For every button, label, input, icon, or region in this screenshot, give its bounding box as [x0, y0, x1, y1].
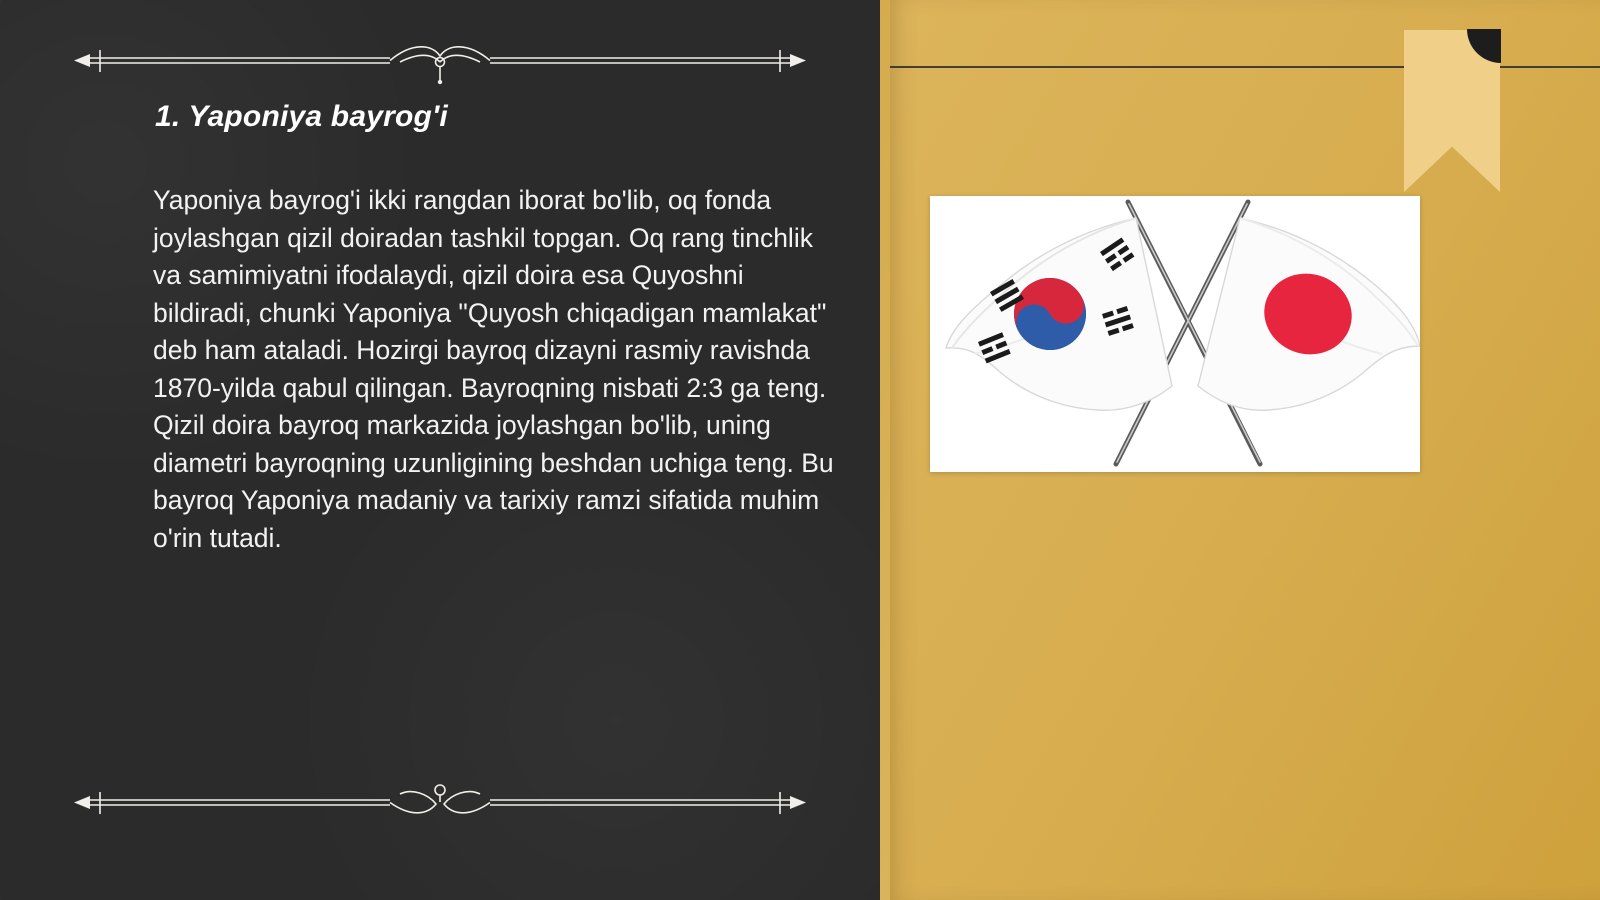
crossed-flags-image [930, 196, 1420, 472]
page-title: 1. Yaponiya bayrog'i [155, 100, 448, 133]
crossed-flags-illustration [930, 196, 1420, 472]
bookmark-ribbon-icon [1404, 30, 1500, 192]
body-paragraph: Yaponiya bayrog'i ikki rangdan iborat bo'lib, oq fonda joylashgan qizil doiradan tashkil topgan. Oq rang tinchlik va samimiyatni ifodalaydi, qizil doira esa Quyoshni bildiradi, chunki Yaponiya "Quyosh chiqadigan mamlakat" deb ham ataladi. Hozirgi bayroq dizayni rasmiy ravishda 1870-yilda qabul qilingan. Bayroqning nisbati 2:3 ga teng. Qizil doira bayroq markazida joylashgan bo'lib, uning diametri bayroqning uzunligining beshdan uchiga teng. Bu bayroq Yaponiya madaniy va tarixiy ramzi sifatida muhim o'rin tutadi. [153, 185, 834, 553]
